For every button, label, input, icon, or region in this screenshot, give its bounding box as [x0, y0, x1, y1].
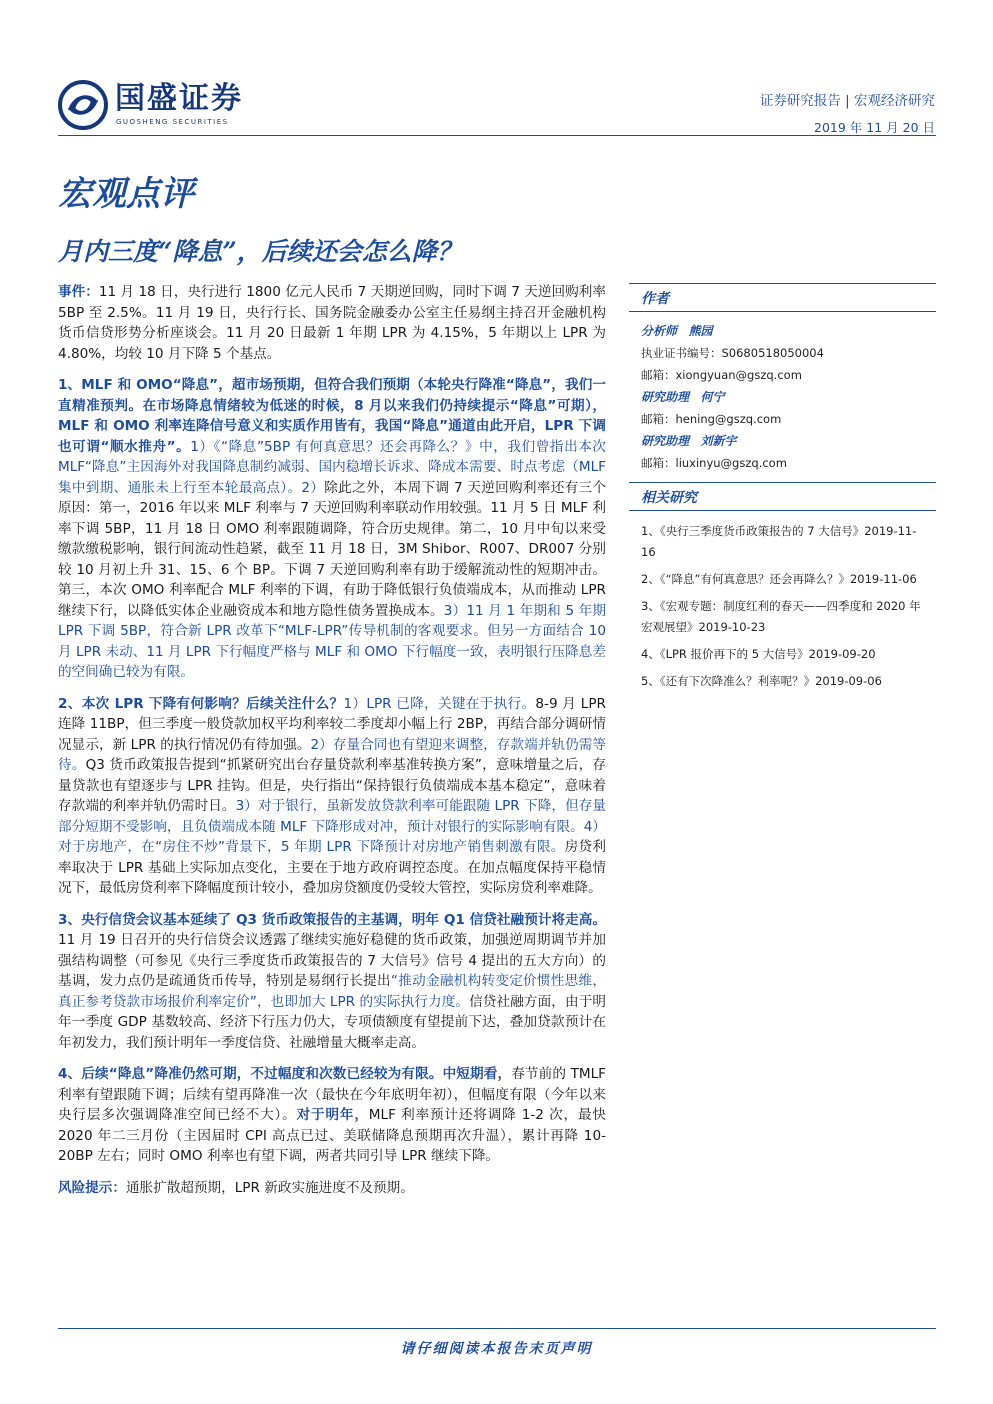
point-2-highlight-c: 3）对于银行，虽新发放贷款利率可能跟随 LPR 下降，但存量部分短期不受影响，且负债端成本随 MLF 下降形成对冲，预计对银行的实际影响有限。4）对于房地产，在“房住不炒”背景下，5 年期 LPR 下降预计对房地产销售刺激有限。 — [58, 798, 606, 855]
point-1-heading: 1、MLF 和 OMO“降息”，超市场预期，但符合我们预期（本轮央行降准“降息”，我们一直精准预判。在市场降息情绪较为低迷的时候，8 月以来我们仍持续提示“降息”可期），MLF 和 OMO 利率连降信号意义和实质作用皆有，我国“降息”通道由此开启，LPR 下调也可谓“顺水推舟”。 — [58, 377, 606, 455]
point-4-subheading: 对于明年， — [296, 1107, 369, 1123]
point-4-text-a: 春节前的 TMLF 利率有望跟随下调；后续有望再降准一次（最快在今年底明年初），但幅度有限（今年以来央行层多次强调降准空间已经不大）。 — [58, 1066, 606, 1123]
point-2-highlight-b: 2）存量合同也有望迎来调整，存款端并轨仍需等待。 — [58, 736, 607, 773]
point-3-highlight-a: “推动金融机构转变定价惯性思维，真正参考贷款市场报价利率定价”，也即加大 LPR 的实际执行力度。 — [58, 973, 607, 1010]
section-title: 宏观点评 — [58, 174, 194, 214]
related-item[interactable]: 5、《还有下次降准么？利率呢？》2019-09-06 — [641, 674, 882, 688]
risk-text: 通胀扩散超预期，LPR 新政实施进度不及预期。 — [125, 1179, 414, 1196]
analyst-name: 熊园 — [688, 324, 713, 338]
point-1-highlight-a: 1）《“降息”5BP 有何真意思？还会再降么？》中，我们曾指出本次 MLF“降息”主因海外对我国降息制约减弱、国内稳增长诉求、降成本需要、时点考虑（MLF 集中到期、通胀未上行至本轮最高点）。2） — [58, 438, 606, 496]
point-1-paragraph — [58, 375, 606, 683]
assistant-1-email[interactable]: 邮箱：hening@gszq.com — [641, 412, 782, 426]
point-1-text-a: 除此之外，本周下调 7 天逆回购利率还有三个原因：第一，2016 年以来 MLF 利率与 7 天逆回购利率联动作用较强。11 月 5 日 MLF 利率下调 5BP，11 月 18 日 OMO 利率跟随调降，符合历史规律。第二，10 月中旬以来受缴款缴税影响，银行间流动性趋紧，截至 11 月 18 日，3M Shibor、R007、DR007 分别较 10 月初上升 31、15、6 个 BP。下调 7 天逆回购利率有助于缓解流动性的短期冲击。第三，本次 OMO 利率配合 MLF 利率的下调，有助于降低银行负债端成本，从而推动 LPR 继续下行，以降低实体企业融资成本和地方隐性债务置换成本。 — [58, 479, 606, 619]
disclaimer-note: 请仔细阅读本报告末页声明 — [400, 1341, 593, 1357]
event-text: 11 月 18 日，央行进行 1800 亿元人民币 7 天期逆回购，同时下调 7 天逆回购利率 5BP 至 2.5%。11 月 19 日，央行行长、国务院金融委办公室主任易纲主持召开金融机构货币信贷形势分析座谈会。11 月 20 日最新 1 年期 LPR 为 4.15%，5 年期以上 LPR 为 4.80%，均较 10 月下降 5 个基点。 — [58, 284, 606, 362]
guosheng-logo-icon — [58, 80, 108, 130]
article-body — [58, 282, 606, 1209]
point-3-paragraph — [58, 910, 606, 1054]
assistant-2-name: 刘新宇 — [700, 434, 737, 448]
brand-logo — [58, 76, 258, 134]
related-research-heading: 相关研究 — [629, 482, 936, 511]
related-item[interactable]: 1、《央行三季度货币政策报告的 7 大信号》2019-11-16 — [641, 524, 917, 559]
sidebar — [629, 283, 936, 698]
related-item[interactable]: 2、《“降息”有何真意思？还会再降么？》2019-11-06 — [641, 572, 917, 586]
related-item[interactable]: 4、《LPR 报价再下的 5 大信号》2019-09-20 — [641, 647, 876, 661]
event-paragraph — [58, 282, 606, 364]
point-3-heading: 3、央行信贷会议基本延续了 Q3 货币政策报告的主基调，明年 Q1 信贷社融预计将走高。 — [58, 911, 606, 928]
event-label: 事件： — [58, 284, 99, 300]
assistant-2-role: 研究助理 — [641, 434, 690, 448]
assistant-2-row — [629, 430, 936, 452]
authors-heading: 作者 — [629, 283, 936, 312]
analyst-cert: 执业证书编号：S0680518050004 — [641, 346, 824, 360]
report-type: 证券研究报告 | 宏观经济研究 — [759, 93, 935, 109]
risk-paragraph — [58, 1178, 606, 1199]
related-item[interactable]: 3、《宏观专题：制度红利的春天——四季度和 2020 年宏观展望》2019-10-23 — [641, 599, 921, 634]
point-4-heading: 4、后续“降息”降准仍然可期，不过幅度和次数已经较为有限。中短期看， — [58, 1066, 512, 1082]
assistant-1-name: 何宁 — [700, 390, 725, 404]
point-1-highlight-b: 3）11 月 1 年期和 5 年期 LPR 下调 5BP，符合新 LPR 改革下“MLF-LPR”传导机制的客观要求。但另一方面结合 10 月 LPR 未动、11 月 LPR 下行幅度严格与 MLF 和 OMO 下行幅度一致，表明银行压降息差的空间确已较为有限。 — [58, 602, 606, 680]
point-3-text-b: 信贷社融方面，由于明年一季度 GDP 基数较高、经济下行压力仍大，专项债额度有望提前下达，叠加贷款预计在年初发力，我们预计明年一季度信贷、社融增量大概率走高。 — [58, 993, 606, 1051]
brand-subtitle: GUOSHENG SECURITIES — [116, 118, 229, 126]
point-4-paragraph — [58, 1064, 606, 1167]
point-4-text-b: MLF 利率预计还将调降 1-2 次，最快 2020 年二三月份（主因届时 CPI 高点已过、美联储降息预期再次升温），累计再降 10-20BP 左右；同时 OMO 利率也有望下调，两者共同引导 LPR 继续下降。 — [58, 1107, 606, 1164]
assistant-1-row — [629, 386, 936, 408]
point-2-heading: 2、本次 LPR 下降有何影响？后续关注什么？ — [58, 695, 344, 712]
point-3-text-a: 11 月 19 日召开的央行信贷会议透露了继续实施好稳健的货币政策，加强逆周期调节并加强结构调整（可参见《央行三季度货币政策报告的 7 大信号》信号 4 提出的五大方向）的基调，发力点仍是疏通货币传导，特别是易纲行长提出 — [58, 932, 606, 989]
analyst-role: 分析师 — [641, 324, 678, 338]
brand-name: 国盛证券 — [115, 81, 243, 116]
point-2-highlight-a: 1）LPR 已降，关键在于执行。 — [343, 695, 536, 712]
point-2-paragraph — [58, 694, 606, 899]
assistant-2-email[interactable]: 邮箱：liuxinyu@gszq.com — [641, 456, 787, 470]
point-2-text-b: Q3 货币政策报告提到“抓紧研究出台存量贷款利率基准转换方案”，意味增量之后，存量贷款也有望逐步与 LPR 挂钩。但是，央行指出“保持银行负债端成本基本稳定”，意味着存款端的利率并轨仍需时日。 — [58, 757, 606, 814]
assistant-1-role: 研究助理 — [641, 390, 690, 404]
point-2-text-a: 8-9 月 LPR 连降 11BP，但三季度一般贷款加权平均利率较二季度却小幅上行 2BP，再结合部分调研情况显示，新 LPR 的执行情况仍有待加强。 — [58, 695, 607, 753]
point-2-text-c: 房贷利率取决于 LPR 基础上实际加点变化，主要在于地方政府调控态度。在加点幅度保持平稳情况下，最低房贷利率下降幅度预计较小，叠加房贷额度仍受较大管控，实际房贷利率难降。 — [58, 839, 607, 896]
page-title: 月内三度“降息”，后续还会怎么降？ — [58, 237, 462, 266]
header-divider — [58, 135, 936, 136]
risk-label: 风险提示： — [58, 1179, 126, 1196]
analyst-row — [629, 320, 936, 342]
footer-divider — [58, 1328, 936, 1329]
report-date: 2019 年 11 月 20 日 — [814, 120, 935, 135]
analyst-email[interactable]: 邮箱：xiongyuan@gszq.com — [641, 368, 802, 382]
